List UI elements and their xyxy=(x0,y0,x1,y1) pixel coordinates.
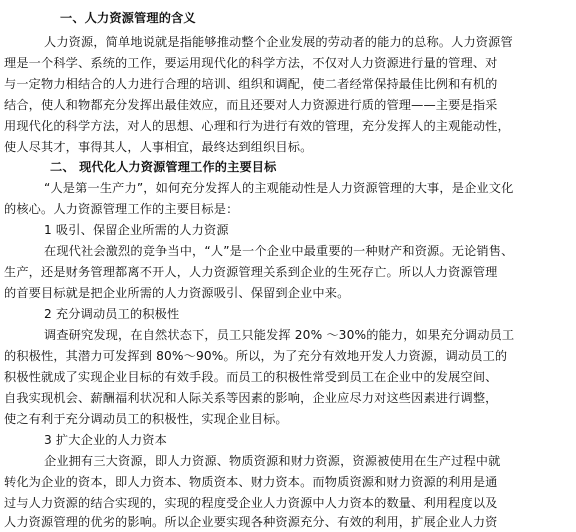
subheading-3: 3 扩大企业的人力资本 xyxy=(44,433,167,447)
paragraph-line: 的首要目标就是把企业所需的人力资源吸引、保留到企业中来。 xyxy=(4,286,350,300)
paragraph-line: 转化为企业的资本，即人力资本、物质资本、财力资本。而物质资源和财力资源的利用是通 xyxy=(4,475,498,489)
paragraph-line: 生产，还是财务管理都离不开人，人力资源管理关系到企业的生死存亡。所以人力资源管理 xyxy=(4,265,498,279)
paragraph-line: 使人尽其才，事得其人，人事相宜，最终达到组织目标。 xyxy=(4,140,313,154)
paragraph-line: 调查研究发现，在自然状态下，员工只能发挥 20% ～30%的能力，如果充分调动员工 xyxy=(44,328,515,342)
paragraph-line: 与一定物力相结合的人力进行合理的培训、组织和调配，使二者经常保持最佳比例和有机的 xyxy=(4,77,498,91)
paragraph-line: 理是一个科学、系统的工作，要运用现代化的科学方法，不仅对人力资源进行量的管理、对 xyxy=(4,56,498,70)
paragraph-line: 结合，使人和物都充分发挥出最佳效应，而且还要对人力资源进行质的管理——主要是指采 xyxy=(4,98,498,112)
section-heading-2: 二、 现代化人力资源管理工作的主要目标 xyxy=(50,160,277,174)
paragraph-line: 自我实现机会、薪酬福利状况和人际关系等因素的影响，企业应尽力对这些因素进行调整， xyxy=(4,391,498,405)
paragraph-line: 人力资源管理的优劣的影响。所以企业要实现各种资源充分、有效的利用，扩展企业人力资 xyxy=(4,515,498,529)
subheading-2: 2 充分调动员工的积极性 xyxy=(44,307,180,321)
paragraph-line: 使之有利于充分调动员工的积极性，实现企业目标。 xyxy=(4,412,288,426)
paragraph-line: 的核心。人力资源管理工作的主要目标是： xyxy=(4,202,239,216)
paragraph-line: 的积极性，其潜力可发挥到 80%～90%。所以，为了充分有效地开发人力资源，调动员工的 xyxy=(4,349,508,363)
paragraph-line: 过与人力资源的结合实现的，实现的程度受企业人力资源中人力资本的数量、利用程度以及 xyxy=(4,496,498,510)
subheading-1: 1 吸引、保留企业所需的人力资源 xyxy=(44,223,229,237)
paragraph-line: 在现代社会激烈的竞争当中，“人”是一个企业中最重要的一种财产和资源。无论销售、 xyxy=(44,244,514,258)
paragraph-line: 企业拥有三大资源，即人力资源、物质资源和财力资源，资源被使用在生产过程中就 xyxy=(44,454,501,468)
paragraph-line: 用现代化的科学方法，对人的思想、心理和行为进行有效的管理，充分发挥人的主观能动性， xyxy=(4,119,510,133)
section-heading-1: 一、人力资源管理的含义 xyxy=(60,11,196,25)
paragraph-line: 人力资源，简单地说就是指能够推动整个企业发展的劳动者的能力的总称。人力资源管 xyxy=(44,35,513,49)
paragraph-line: 积极性就成了实现企业目标的有效手段。而员工的积极性常受到员工在企业中的发展空间、 xyxy=(4,370,498,384)
paragraph-line: “人是第一生产力”，如何充分发挥人的主观能动性是人力资源管理的大事，是企业文化 xyxy=(44,181,514,195)
